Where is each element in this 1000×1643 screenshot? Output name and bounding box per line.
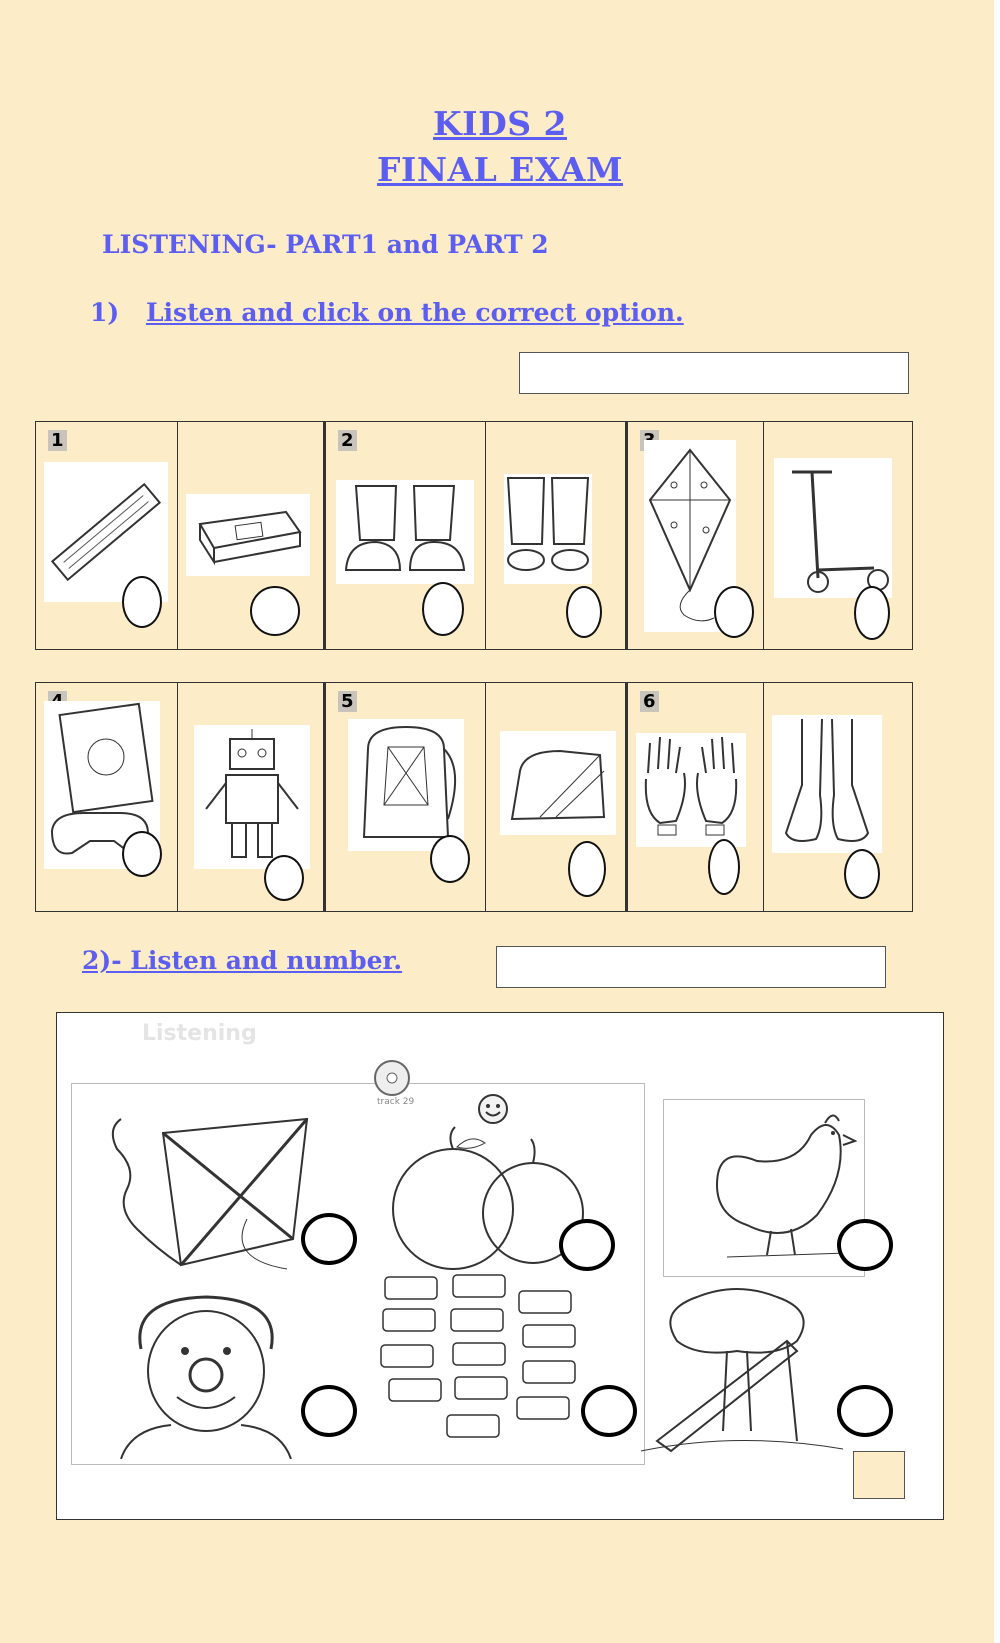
listening-panel [56, 1012, 944, 1520]
q1-option-b-circle[interactable] [250, 586, 300, 636]
q2-option-b[interactable] [486, 422, 626, 649]
kite-icon [97, 1109, 327, 1279]
q6-option-b[interactable] [764, 683, 912, 911]
hen-answer-circle[interactable] [837, 1219, 893, 1271]
clown-feet-icon [504, 474, 592, 584]
q5-option-a[interactable] [324, 683, 486, 911]
pencil-case-icon [500, 731, 616, 835]
exercise1-row-1 [35, 421, 913, 650]
hen-icon [687, 1105, 857, 1265]
slide-answer-circle[interactable] [837, 1385, 893, 1437]
exercise2-instruction: 2)- Listen and number. [82, 946, 403, 975]
exercise2-heading [82, 946, 402, 975]
q6-option-a[interactable] [626, 683, 764, 911]
exercise1-number: 1) [90, 298, 120, 327]
listening-panel-label: Listening [142, 1021, 257, 1046]
question-number-1: 1 [48, 430, 67, 451]
q4-option-a-circle[interactable] [122, 831, 162, 877]
smiley-icon [477, 1093, 509, 1125]
exercise1-instruction: Listen and click on the correct option. [145, 298, 684, 327]
q1-option-a-circle[interactable] [122, 576, 162, 628]
q1-option-b[interactable] [178, 422, 324, 649]
q6-option-b-circle[interactable] [844, 849, 880, 899]
q2-option-b-circle[interactable] [566, 586, 602, 638]
section-label: LISTENING- PART1 and PART 2 [102, 230, 549, 259]
exercise2-answer-field[interactable] [496, 946, 886, 988]
question-number-6: 6 [640, 691, 659, 712]
kite-answer-circle[interactable] [301, 1213, 357, 1265]
backpack-icon [348, 719, 464, 851]
clown-shoes-icon [336, 480, 474, 584]
exam-title-line1: KIDS 2 [432, 104, 568, 143]
q4-option-b-circle[interactable] [264, 855, 304, 901]
feet-icon [772, 715, 882, 853]
cd-icon[interactable] [373, 1059, 411, 1097]
q3-option-b-circle[interactable] [854, 586, 890, 640]
robot-icon [194, 725, 310, 869]
exercise1-heading [90, 298, 684, 327]
q2-option-a[interactable] [324, 422, 486, 649]
question-number-2: 2 [338, 430, 357, 451]
q5-option-b[interactable] [486, 683, 626, 911]
oranges-icon [387, 1123, 587, 1273]
eraser-icon [186, 494, 310, 576]
scooter-icon [774, 458, 892, 598]
right-edge-strip [994, 0, 1000, 1643]
buses-answer-circle[interactable] [581, 1385, 637, 1437]
hands-icon [636, 733, 746, 847]
q3-option-a[interactable] [626, 422, 764, 649]
q4-option-a[interactable] [36, 683, 178, 911]
q5-option-b-circle[interactable] [568, 841, 606, 897]
buses-icon [377, 1273, 587, 1453]
question-number-5: 5 [338, 691, 357, 712]
tree-slide-icon [637, 1281, 847, 1459]
q4-option-b[interactable] [178, 683, 324, 911]
clown-answer-circle[interactable] [301, 1385, 357, 1437]
q3-option-a-circle[interactable] [714, 586, 754, 638]
q6-option-a-circle[interactable] [708, 839, 740, 895]
cd-track-label: track 29 [377, 1097, 415, 1107]
clown-icon [111, 1289, 301, 1459]
q1-option-a[interactable] [36, 422, 178, 649]
number-entry-box[interactable] [853, 1451, 905, 1499]
q5-option-a-circle[interactable] [430, 835, 470, 883]
exercise1-answer-field[interactable] [519, 352, 909, 394]
exam-title-line2: FINAL EXAM [376, 150, 624, 189]
oranges-answer-circle[interactable] [559, 1219, 615, 1271]
q2-option-a-circle[interactable] [422, 582, 464, 636]
q3-option-b[interactable] [764, 422, 912, 649]
exercise1-row-2 [35, 682, 913, 912]
